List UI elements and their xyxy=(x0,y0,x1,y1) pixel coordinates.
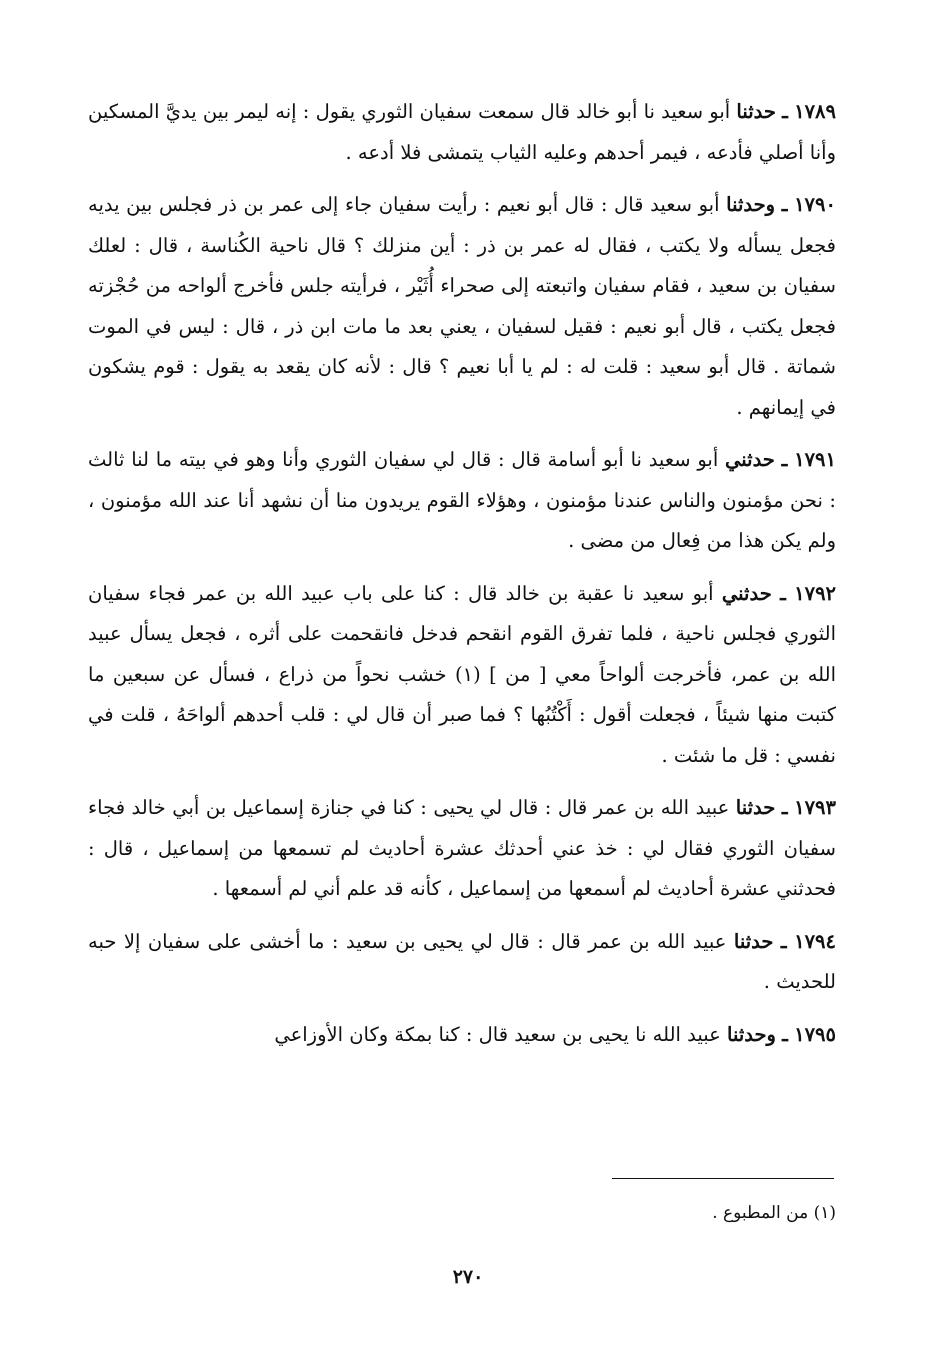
paragraph-lead-word: وحدثنا xyxy=(727,1022,776,1046)
paragraph-lead-word: حدثني xyxy=(721,581,772,605)
hadith-paragraph-1795 xyxy=(88,1015,836,1056)
paragraph-separator: ـ xyxy=(780,581,786,605)
paragraph-number: ١٧٩٥ xyxy=(794,1022,836,1046)
paragraph-lead-word: حدثنا xyxy=(735,796,776,819)
hadith-paragraph-1790 xyxy=(88,185,836,428)
footnote: (١) من المطبوع . xyxy=(712,1203,836,1223)
paragraph-number: ١٧٩٠ xyxy=(794,193,836,216)
hadith-paragraph-1791 xyxy=(88,440,836,562)
paragraph-text: أبو سعيد نا أبو خالد قال سمعت سفيان الثوري يقول : إنه ليمر بين يديَّ المسكين وأنا أصلي فأدعه ، فيمر أحدهم وعليه الثياب يتمشى فلا أدعه . xyxy=(88,100,836,164)
hadith-paragraph-1794 xyxy=(88,922,836,1003)
footnote-divider xyxy=(612,1178,834,1179)
hadith-paragraph-1793 xyxy=(88,788,836,910)
paragraph-separator: ـ xyxy=(782,100,788,123)
paragraph-number: ١٧٩١ xyxy=(794,448,837,471)
paragraph-lead-word: وحدثنا xyxy=(726,193,776,216)
paragraph-number: ١٧٩٢ xyxy=(794,581,837,605)
paragraph-text: عبيد الله بن عمر قال : قال لي يحيى : كنا في جنازة إسماعيل بن أبي خالد فجاء سفيان الثوري فقال لي : خذ عني أحدثك عشرة أحاديث لم تسمعها من إسماعيل ، قال : فحدثني عشرة أحاديث لم أسمعها من إسماعيل ، كأنه قد علم أني لم أسمعها . xyxy=(88,796,836,900)
paragraph-separator: ـ xyxy=(781,448,788,471)
paragraph-text: أبو سعيد نا عقبة بن خالد قال : كنا على باب عبيد الله بن عمر فجاء سفيان الثوري فجلس ناحية ، فلما تفرق القوم انقحم فدخل فانقحمت على أثره ، فجعل يسأل عبيد الله بن عمر، فأخرجت ألواحاً معي [ من ] (١) خشب نحواً من ذراع ، فسأل عن سبعين ما كتبت منها شيئاً ، فجعلت أقول : أَكْتُبُها ؟ فما صبر أن قال لي : قلب أحدهم ألواحَهُ ، قلت في نفسي : قل ما شئت . xyxy=(88,581,836,767)
paragraph-separator: ـ xyxy=(781,796,788,819)
paragraph-separator: ـ xyxy=(780,929,787,953)
paragraph-text: عبيد الله نا يحيى بن سعيد قال : كنا بمكة وكان الأوزاعي xyxy=(274,1022,721,1046)
hadith-paragraph-1792 xyxy=(88,574,836,777)
paragraph-text: أبو سعيد نا أبو أسامة قال : قال لي سفيان الثوري وأنا وهو في بيته ما لنا ثالث : نحن مؤمنون والناس عندنا مؤمنون ، وهؤلاء القوم يريدون منا أن نشهد أنا عند الله مؤمنون ، ولم يكن هذا من فِعال من مضى . xyxy=(88,448,836,552)
page-number: ٢٧٠ xyxy=(452,1266,484,1288)
paragraph-number: ١٧٩٣ xyxy=(794,796,836,819)
hadith-paragraph-1789 xyxy=(88,92,836,173)
paragraph-lead-word: حدثنا xyxy=(736,100,776,123)
paragraph-text: أبو سعيد قال : قال أبو نعيم : رأيت سفيان جاء إلى عمر بن ذر فجلس بين يديه فجعل يسأله ولا يكتب ، فقال له عمر بن ذر : أين منزلك ؟ قال ناحية الكُناسة ، قال : لعلك سفيان بن سعيد ، فقام سفيان واتبعته إلى صحراء أُثَيْر ، فرأيته جلس فأخرج ألواحه من حُجْزته فجعل يكتب ، قال أبو نعيم : فقيل لسفيان ، يعني بعد ما مات ابن ذر ، قال : ليس في الموت شماتة . قال أبو سعيد : قلت له : لم يا أبا نعيم ؟ قال : لأنه كان يقعد به يقول : قوم يشكون في إيمانهم . xyxy=(88,193,836,419)
paragraph-lead-word: حدثني xyxy=(725,448,775,471)
paragraph-number: ١٧٨٩ xyxy=(794,100,837,123)
paragraph-lead-word: حدثنا xyxy=(733,929,774,953)
paragraph-separator: ـ xyxy=(782,1022,788,1046)
paragraph-separator: ـ xyxy=(781,193,788,216)
paragraph-text: عبيد الله بن عمر قال : قال لي يحيى بن سعيد : ما أخشى على سفيان إلا حبه للحديث . xyxy=(88,929,836,993)
main-text xyxy=(88,92,836,1067)
paragraph-number: ١٧٩٤ xyxy=(794,929,836,953)
